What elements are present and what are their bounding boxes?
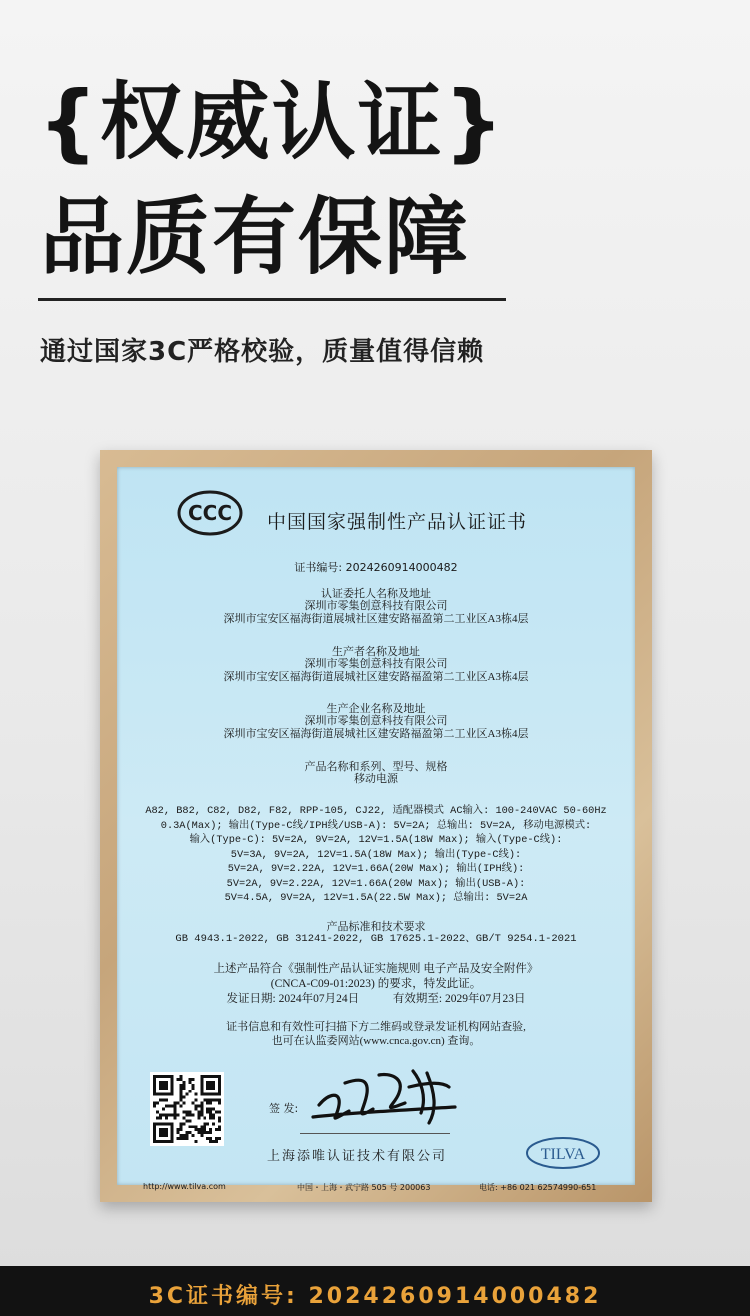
client-block <box>117 587 635 626</box>
bottom-bar-cert-number: 3C证书编号: 2024260914000482 <box>148 1284 602 1309</box>
tagline: 通过国家3C严格校验，质量值得信赖 <box>40 337 485 367</box>
dates-row <box>117 992 635 1007</box>
factory-address: 深圳市宝安区福海街道展城社区建安路福盈第二工业区A3栋4层 <box>223 728 529 740</box>
spec-line: 0.3A(Max); 输出(Type-C线/IPH线/USB-A): 5V=2A; 总输出: 5V=2A, 移动电源模式: <box>160 819 592 832</box>
factory-name: 深圳市零集创意科技有限公司 <box>304 715 448 727</box>
product-name: 移动电源 <box>354 773 398 785</box>
hero-title: {权威认证} <box>38 73 506 171</box>
signature-line <box>300 1133 450 1134</box>
certificate <box>117 467 635 1192</box>
signature-icon <box>309 1053 459 1129</box>
certificate-number: 证书编号: 2024260914000482 <box>294 561 458 574</box>
bottom-bar <box>0 1266 750 1316</box>
ccc-logo-icon <box>177 489 243 537</box>
certificate-footer <box>117 1179 635 1195</box>
factory-heading: 生产企业名称及地址 <box>326 702 426 715</box>
divider <box>38 298 506 301</box>
sign-label: 签 发: <box>269 1102 299 1115</box>
issue-date: 发证日期: 2024年07月24日 <box>226 993 360 1005</box>
tilva-logo-icon <box>524 1135 602 1171</box>
spec-line: A82, B82, C82, D82, F82, RPP-105, CJ22, 适配器模式 AC输入: 100-240VAC 50-60Hz <box>145 805 607 817</box>
conformity-block <box>117 962 635 1007</box>
footer-website[interactable]: http://www.tilva.com <box>143 1182 226 1191</box>
spec-line: 5V=2A, 9V=2.22A, 12V=1.66A(20W Max); 输出(USB-A): <box>226 877 526 890</box>
footer-phone: 电话: +86 021 62574990-651 <box>479 1183 597 1192</box>
product-block <box>117 760 635 786</box>
standards-block <box>117 920 635 946</box>
spec-line: 输入(Type-C): 5V=2A, 9V=2A, 12V=1.5A(18W Max); 输入(Type-C线): <box>189 834 563 846</box>
hero-subtitle: 品质有保障 <box>40 188 471 286</box>
spec-line: 5V=3A, 9V=2A, 12V=1.5A(18W Max); 输出(Type-C线): <box>230 848 522 861</box>
issuer-name: 上海添唯认证技术有限公司 <box>267 1149 448 1164</box>
tilva-logo-text: TILVA <box>540 1146 586 1163</box>
valid-until: 有效期至: 2029年07月23日 <box>392 993 526 1005</box>
verify-line-1: 证书信息和有效性可扫描下方二维码或登录发证机构网站查验, <box>226 1021 526 1033</box>
client-name: 深圳市零集创意科技有限公司 <box>304 600 448 612</box>
conformity-line-2: (CNCA-C09-01:2023) 的要求，特发此证。 <box>270 978 482 990</box>
conformity-line-1: 上述产品符合《强制性产品认证实施规则 电子产品及安全附件》 <box>213 963 539 975</box>
manufacturer-block <box>117 645 635 684</box>
manufacturer-name: 深圳市零集创意科技有限公司 <box>304 658 448 670</box>
factory-block <box>117 702 635 741</box>
client-address: 深圳市宝安区福海街道展城社区建安路福盈第二工业区A3栋4层 <box>223 613 529 625</box>
qr-code-icon[interactable] <box>150 1072 224 1146</box>
footer-address: 中国・上海・武宁路 505 号 200063 <box>297 1183 431 1192</box>
verify-line-2: 也可在认监委网站(www.cnca.gov.cn) 查询。 <box>271 1035 481 1047</box>
verify-block <box>117 1020 635 1048</box>
product-spec <box>117 804 635 906</box>
certificate-frame <box>100 450 652 1202</box>
ccc-logo-text: CCC <box>187 501 233 525</box>
product-heading: 产品名称和系列、型号、规格 <box>304 760 448 773</box>
client-heading: 认证委托人名称及地址 <box>321 587 431 600</box>
manufacturer-address: 深圳市宝安区福海街道展城社区建安路福盈第二工业区A3栋4层 <box>223 671 529 683</box>
spec-line: 5V=2A, 9V=2.22A, 12V=1.66A(20W Max); 输出(IPH线): <box>227 863 525 875</box>
spec-line: 5V=4.5A, 9V=2A, 12V=1.5A(22.5W Max); 总输出: 5V=2A <box>224 892 528 904</box>
standards-heading: 产品标准和技术要求 <box>326 920 426 933</box>
standards-text: GB 4943.1-2022, GB 31241-2022, GB 17625.1-2022、GB/T 9254.1-2021 <box>175 933 577 945</box>
manufacturer-heading: 生产者名称及地址 <box>332 645 420 658</box>
certificate-title: 中国国家强制性产品认证证书 <box>267 511 528 533</box>
